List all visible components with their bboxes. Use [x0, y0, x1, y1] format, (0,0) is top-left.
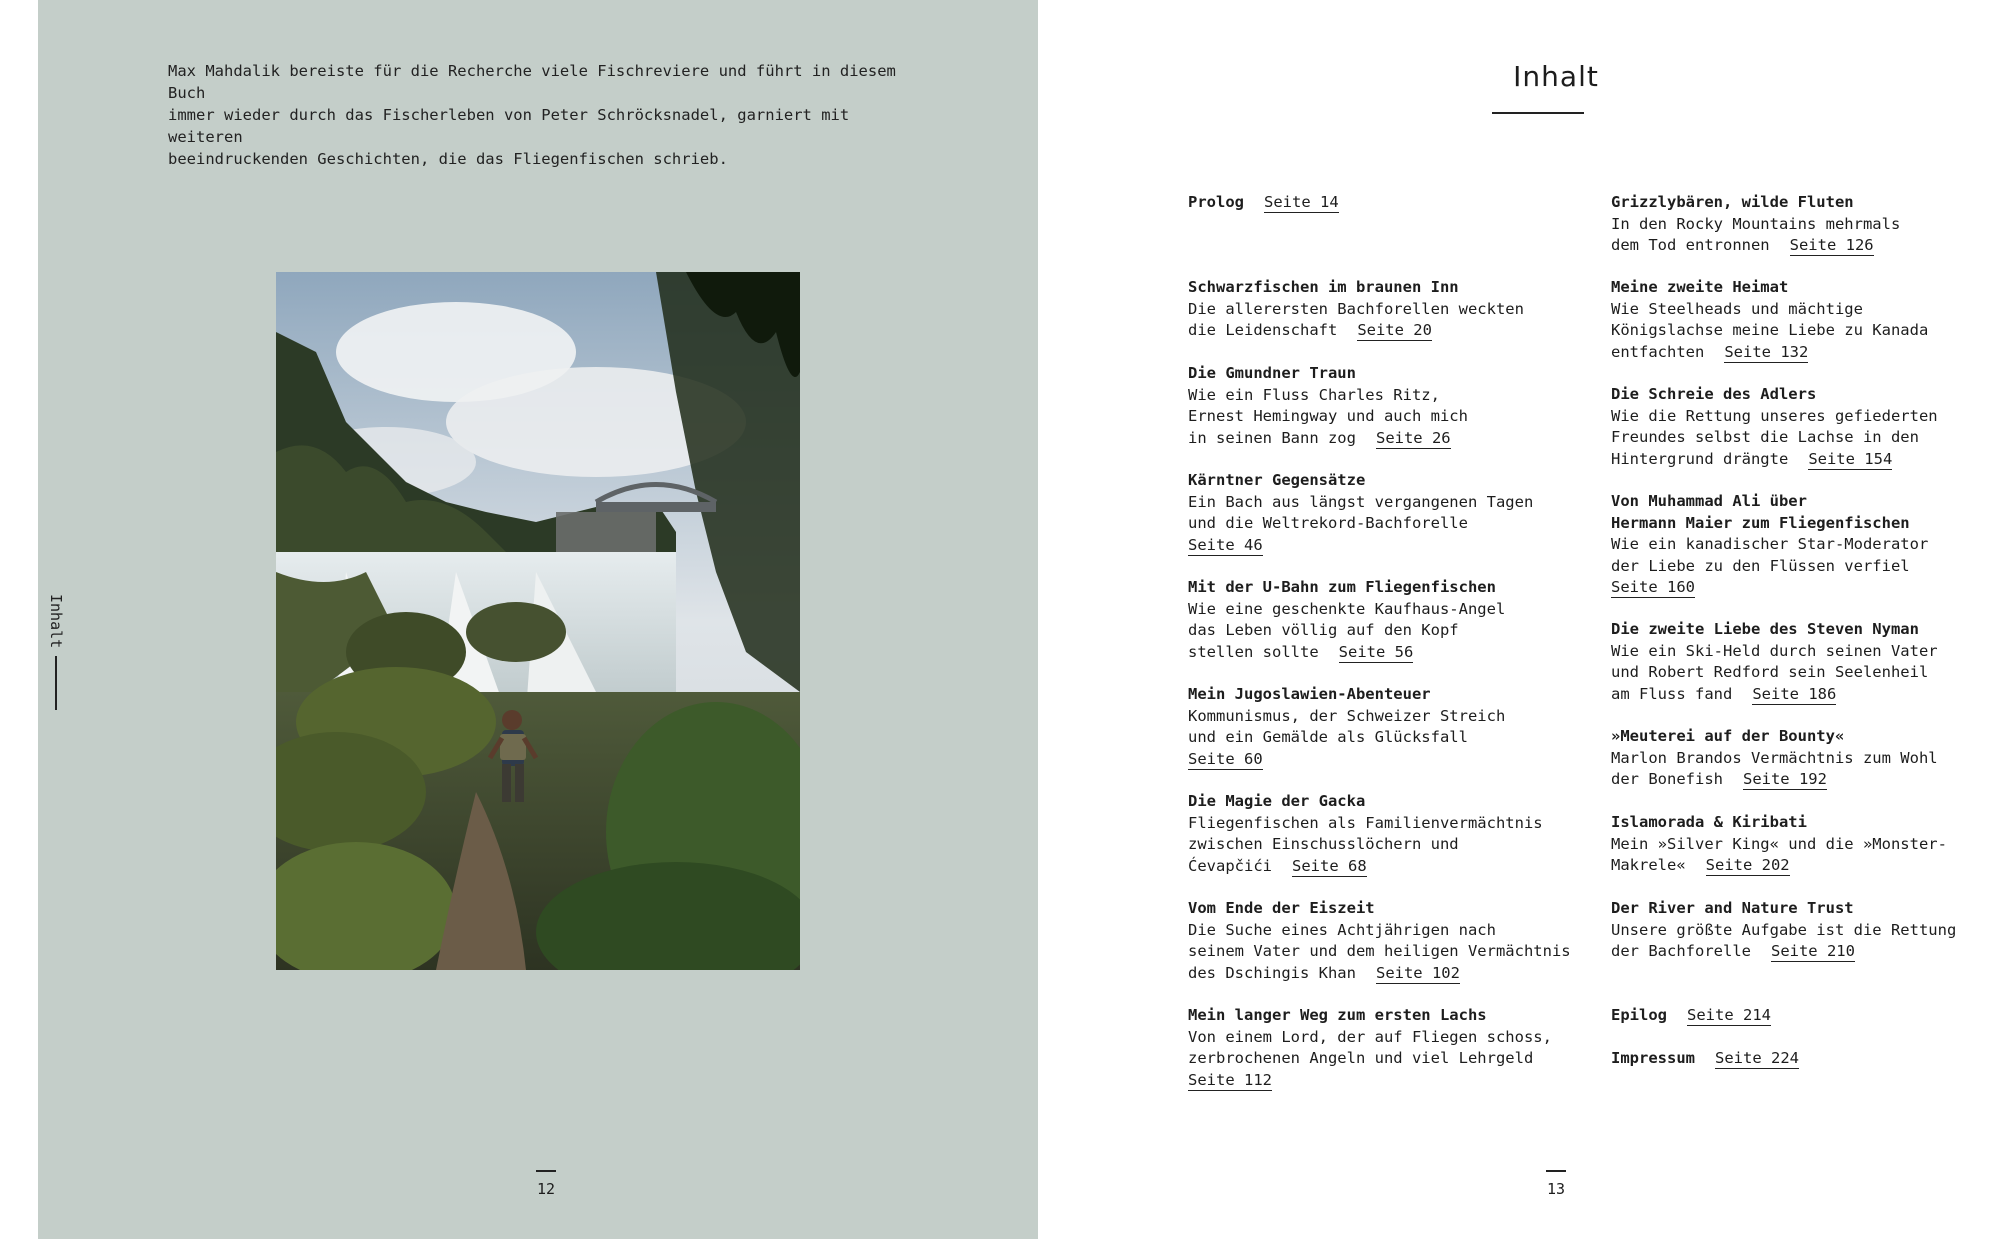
toc-entry-title: Die Schreie des Adlers [1611, 385, 1817, 403]
toc-page-link[interactable]: Seite 26 [1375, 428, 1451, 447]
toc-title-rule [1492, 112, 1584, 114]
toc-entry-desc: Königslachse meine Liebe zu Kanada [1611, 321, 1929, 339]
toc-entry-desc: in seinen Bann zog [1188, 428, 1356, 447]
toc-page-link[interactable]: Seite 186 [1752, 684, 1837, 703]
toc-entry-title: Von Muhammad Ali über [1611, 492, 1807, 510]
toc-entry-title: Die zweite Liebe des Steven Nyman [1611, 620, 1919, 638]
toc-page-link[interactable]: Seite 20 [1357, 321, 1432, 339]
toc-entry-desc: Kommunismus, der Schweizer Streich [1188, 706, 1506, 725]
toc-entry-title: Epilog [1611, 1006, 1667, 1024]
intro-text [168, 60, 928, 170]
toc-page-link[interactable]: Seite 56 [1338, 642, 1414, 661]
toc-entry-title: Prolog [1188, 193, 1244, 211]
toc-entry-title: Mein langer Weg zum ersten Lachs [1188, 1006, 1487, 1024]
toc-page-link[interactable]: Seite 102 [1375, 963, 1460, 982]
toc-entry-desc: der Liebe zu den Flüssen verfiel [1611, 556, 1910, 575]
toc-entry-desc: Unsere größte Aufgabe ist die Rettung [1611, 920, 1957, 939]
toc-entry-desc: am Fluss fand [1611, 684, 1733, 703]
toc-entry[interactable] [1611, 726, 2000, 791]
toc-page-link[interactable]: Seite 202 [1705, 856, 1790, 874]
toc-entry-desc: seinem Vater und dem heiligen Vermächtnis [1188, 942, 1571, 960]
page-number-left: 12 [526, 1170, 566, 1198]
toc-entry-title: Hermann Maier zum Fliegenfischen [1611, 513, 1910, 532]
toc-entry-title: Mein Jugoslawien-Abenteuer [1188, 685, 1431, 703]
toc-entry-epilog[interactable] [1611, 1005, 2000, 1027]
toc-entry[interactable] [1611, 491, 2000, 599]
toc-page-link[interactable]: Seite 60 [1188, 749, 1263, 768]
toc-entry[interactable] [1188, 791, 1608, 877]
page-number-right: 13 [1536, 1170, 1576, 1198]
toc-entry-title: »Meuterei auf der Bounty« [1611, 727, 1845, 745]
toc-entry-desc: Fliegenfischen als Familienvermächtnis [1188, 813, 1543, 832]
toc-entry-title: Impressum [1611, 1049, 1695, 1067]
toc-page-link[interactable]: Seite 160 [1611, 578, 1695, 596]
toc-entry[interactable] [1611, 619, 2000, 705]
toc-page-link[interactable]: Seite 214 [1687, 1006, 1771, 1024]
toc-entry-desc: Hintergrund drängte [1611, 449, 1789, 468]
toc-entry-desc: Wie Steelheads und mächtige [1611, 299, 1863, 318]
toc-entry-prolog[interactable] [1188, 192, 1608, 214]
toc-entry-desc: stellen sollte [1188, 642, 1319, 661]
toc-entry[interactable] [1188, 898, 1608, 984]
toc-entry-desc: entfachten [1611, 342, 1705, 361]
toc-entry-desc: Wie eine geschenkte Kaufhaus-Angel [1188, 599, 1506, 618]
toc-entry-title: Schwarzfischen im braunen Inn [1188, 278, 1459, 296]
toc-entry[interactable] [1611, 277, 2000, 363]
intro-line: immer wieder durch das Fischerleben von Peter Schröcksnadel, garniert mit weiteren [168, 106, 850, 146]
toc-page-link[interactable]: Seite 112 [1188, 1070, 1272, 1089]
toc-entry-desc: und ein Gemälde als Glücksfall [1188, 728, 1468, 746]
toc-entry-title: Islamorada & Kiribati [1611, 813, 1807, 831]
toc-page-link[interactable]: Seite 192 [1742, 770, 1827, 788]
toc-page-link[interactable]: Seite 210 [1770, 942, 1855, 960]
toc-entry[interactable] [1188, 363, 1608, 449]
toc-entry-desc: Ernest Hemingway und auch mich [1188, 407, 1468, 425]
toc-page-link[interactable]: Seite 132 [1724, 342, 1809, 361]
toc-entry-desc: die Leidenschaft [1188, 321, 1338, 339]
right-page [1038, 0, 2000, 1239]
waterfall-image-icon [276, 272, 800, 970]
toc-entry-desc: Freundes selbst die Lachse in den [1611, 428, 1919, 446]
toc-entry-desc: Marlon Brandos Vermächtnis zum Wohl [1611, 748, 1938, 767]
toc-entry[interactable] [1611, 192, 2000, 257]
intro-line: beeindruckenden Geschichten, die das Fliegenfischen schrieb. [168, 150, 728, 168]
toc-entry-title: Mit der U-Bahn zum Fliegenfischen [1188, 578, 1496, 596]
toc-entry-title: Kärntner Gegensätze [1188, 471, 1366, 489]
left-page [38, 0, 1038, 1239]
toc-entry[interactable] [1188, 577, 1608, 663]
side-label-text: Inhalt [47, 594, 65, 649]
toc-page-link[interactable]: Seite 14 [1264, 193, 1339, 211]
toc-entry-title: Die Gmundner Traun [1188, 364, 1356, 382]
toc-entry-desc: des Dschingis Khan [1188, 963, 1356, 982]
intro-line: Max Mahdalik bereiste für die Recherche viele Fischreviere und führt in diesem Buch [168, 62, 896, 102]
toc-page-link[interactable]: Seite 46 [1188, 535, 1263, 554]
toc-page-link[interactable]: Seite 154 [1808, 449, 1893, 468]
toc-entry-desc: Von einem Lord, der auf Fliegen schoss, [1188, 1027, 1552, 1046]
side-label [47, 594, 65, 710]
toc-entry-desc: Wie ein Ski-Held durch seinen Vater [1611, 641, 1938, 660]
toc-entry-desc: und Robert Redford sein Seelenheil [1611, 663, 1929, 681]
toc-entry-desc: dem Tod entronnen [1611, 236, 1770, 254]
toc-entry[interactable] [1188, 277, 1608, 342]
toc-entry-desc: Makrele« [1611, 856, 1686, 874]
toc-entry[interactable] [1611, 812, 2000, 877]
toc-entry-impressum[interactable] [1611, 1048, 2000, 1070]
waterfall-photo [276, 272, 800, 970]
toc-entry[interactable] [1188, 470, 1608, 556]
toc-entry[interactable] [1188, 1005, 1608, 1091]
side-label-rule [55, 656, 57, 710]
toc-entry-desc: das Leben völlig auf den Kopf [1188, 621, 1459, 639]
toc-title: Inhalt [1513, 60, 1599, 93]
toc-entry-desc: In den Rocky Mountains mehrmals [1611, 214, 1901, 233]
toc-entry-title: Der River and Nature Trust [1611, 899, 1854, 917]
toc-page-link[interactable]: Seite 224 [1715, 1049, 1799, 1067]
toc-entry[interactable] [1611, 898, 2000, 963]
toc-entry-desc: Mein »Silver King« und die »Monster- [1611, 834, 1947, 853]
toc-entry-desc: Wie die Rettung unseres gefiederten [1611, 406, 1938, 425]
toc-entry-desc: Die Suche eines Achtjährigen nach [1188, 920, 1496, 939]
toc-entry-desc: und die Weltrekord-Bachforelle [1188, 514, 1468, 532]
toc-entry-desc: der Bachforelle [1611, 942, 1751, 960]
toc-entry-desc: Die allerersten Bachforellen weckten [1188, 299, 1524, 318]
toc-entry-desc: Ćevapčići [1188, 856, 1272, 875]
toc-entry[interactable] [1611, 384, 2000, 470]
toc-entry-title: Meine zweite Heimat [1611, 278, 1789, 296]
toc-entry-title: Vom Ende der Eiszeit [1188, 899, 1375, 917]
toc-page-link[interactable]: Seite 68 [1292, 856, 1367, 875]
toc-entry-desc: Ein Bach aus längst vergangenen Tagen [1188, 492, 1534, 511]
toc-entry[interactable] [1188, 684, 1608, 770]
toc-page-link[interactable]: Seite 126 [1789, 236, 1874, 254]
toc-entry-title: Die Magie der Gacka [1188, 792, 1366, 810]
toc-entry-desc: Wie ein Fluss Charles Ritz, [1188, 385, 1440, 404]
toc-entry-desc: zerbrochenen Angeln und viel Lehrgeld [1188, 1049, 1534, 1067]
toc-entry-desc: der Bonefish [1611, 770, 1723, 788]
toc-entry-desc: Wie ein kanadischer Star-Moderator [1611, 535, 1929, 553]
toc-entry-desc: zwischen Einschusslöchern und [1188, 835, 1459, 853]
toc-entry-title: Grizzlybären, wilde Fluten [1611, 193, 1854, 211]
